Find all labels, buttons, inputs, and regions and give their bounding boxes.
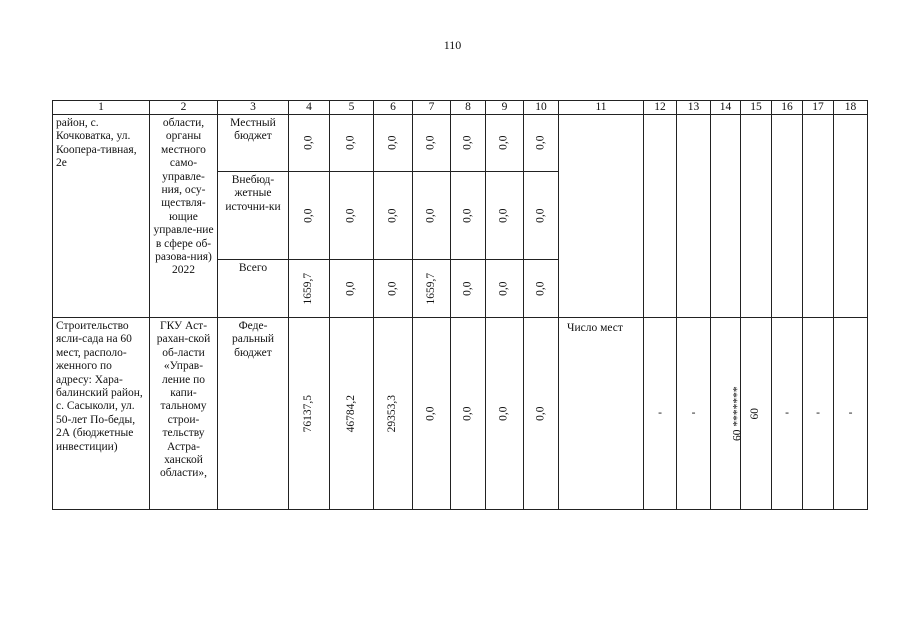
table-row <box>53 318 868 510</box>
header-cell: 3 <box>218 101 289 115</box>
indicator-cell: Число мест <box>559 318 644 510</box>
indicator-value-cell: 60 <box>741 318 772 510</box>
executor-cell: ГКУ Аст-рахан-ской об-ласти «Управ-ление по капи-тальному строи-тельству Астра-ханской области», <box>150 318 218 510</box>
value-cell: 1659,7 <box>413 260 451 318</box>
header-cell: 7 <box>413 101 451 115</box>
header-cell: 12 <box>644 101 677 115</box>
value-cell: 0,0 <box>486 260 524 318</box>
funding-source-cell: Внебюд-жетные источни-ки <box>218 172 289 260</box>
value-cell: 0,0 <box>374 260 413 318</box>
value-cell: 0,0 <box>413 172 451 260</box>
value-cell: 0,0 <box>451 172 486 260</box>
object-address-cell: Строительство ясли-сада на 60 мест, располо-женного по адресу: Хара-балинский район, с. Сасыколи, ул. 50-лет По-беды, 2А (бюджетные инвестиции) <box>53 318 150 510</box>
header-cell: 17 <box>803 101 834 115</box>
value-cell: 0,0 <box>451 115 486 172</box>
funding-source-cell: Феде-ральный бюджет <box>218 318 289 510</box>
value-cell: 0,0 <box>374 115 413 172</box>
value-cell: 0,0 <box>413 318 451 510</box>
value-cell: 29353,3 <box>374 318 413 510</box>
value-cell: 0,0 <box>330 260 374 318</box>
value-cell: 0,0 <box>289 115 330 172</box>
header-cell: 10 <box>524 101 559 115</box>
budget-table <box>52 100 868 510</box>
value-cell: 0,0 <box>524 260 559 318</box>
value-cell: 0,0 <box>486 172 524 260</box>
column-number-row <box>53 101 868 115</box>
header-cell: 11 <box>559 101 644 115</box>
value-cell: 0,0 <box>451 260 486 318</box>
header-cell: 18 <box>834 101 868 115</box>
empty-cell <box>741 115 772 318</box>
value-cell: 0,0 <box>524 115 559 172</box>
indicator-value-cell: - <box>644 318 677 510</box>
indicator-value-cell: - <box>803 318 834 510</box>
empty-cell <box>677 115 711 318</box>
value-cell: 0,0 <box>486 318 524 510</box>
value-cell: 1659,7 <box>289 260 330 318</box>
table-row <box>53 115 868 172</box>
value-cell: 0,0 <box>330 172 374 260</box>
value-cell: 0,0 <box>330 115 374 172</box>
indicator-value-cell: - <box>834 318 868 510</box>
value-cell: 76137,5 <box>289 318 330 510</box>
value-cell: 0,0 <box>289 172 330 260</box>
empty-cell <box>711 115 741 318</box>
header-cell: 1 <box>53 101 150 115</box>
value-cell: 0,0 <box>486 115 524 172</box>
indicator-value-cell: - <box>772 318 803 510</box>
header-cell: 4 <box>289 101 330 115</box>
indicator-value-cell: 60 ******* <box>711 318 741 510</box>
executor-cell: области, органы местного само-управле-ния, осу-ществля-ющие управле-ние в сфере об-разова-ния) 2022 <box>150 115 218 318</box>
indicator-value-cell: - <box>677 318 711 510</box>
value-cell: 0,0 <box>451 318 486 510</box>
header-cell: 9 <box>486 101 524 115</box>
value-cell: 0,0 <box>524 172 559 260</box>
object-address-cell: район, с. Кочковатка, ул. Коопера-тивная, 2е <box>53 115 150 318</box>
funding-source-cell: Местный бюджет <box>218 115 289 172</box>
header-cell: 14 <box>711 101 741 115</box>
funding-source-cell: Всего <box>218 260 289 318</box>
header-cell: 8 <box>451 101 486 115</box>
value-cell: 0,0 <box>524 318 559 510</box>
header-cell: 16 <box>772 101 803 115</box>
header-cell: 13 <box>677 101 711 115</box>
indicator-cell <box>559 115 644 318</box>
header-cell: 6 <box>374 101 413 115</box>
empty-cell <box>772 115 803 318</box>
header-cell: 15 <box>741 101 772 115</box>
empty-cell <box>644 115 677 318</box>
value-cell: 46784,2 <box>330 318 374 510</box>
header-cell: 2 <box>150 101 218 115</box>
value-cell: 0,0 <box>413 115 451 172</box>
empty-cell <box>834 115 868 318</box>
value-cell: 0,0 <box>374 172 413 260</box>
page-number: 110 <box>443 38 462 52</box>
header-cell: 5 <box>330 101 374 115</box>
empty-cell <box>803 115 834 318</box>
